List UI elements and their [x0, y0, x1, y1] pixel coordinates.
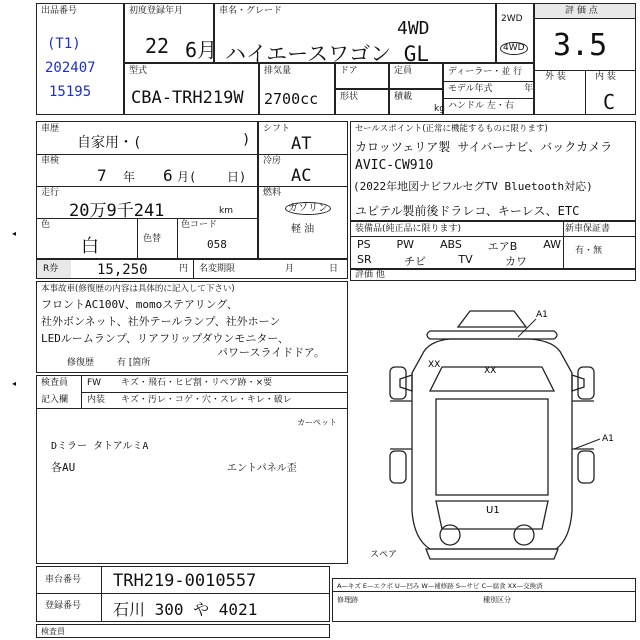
damage-a1-right: A1: [602, 434, 614, 444]
first-reg-year: 22: [145, 34, 170, 58]
fuel-label: 燃料: [263, 188, 282, 198]
damage-a1-right-pointer: [574, 439, 600, 449]
lot-number: 15195: [49, 84, 92, 100]
interior-check-label: 内装: [87, 395, 106, 405]
rear-left-wheel-icon: [390, 451, 406, 483]
spare-tire-icon: [440, 525, 460, 545]
lot-prefix: (T1): [47, 36, 81, 52]
expiry-day: 日: [329, 264, 339, 274]
hood-outline: [458, 311, 526, 327]
equipment-item-row2-2: TV: [458, 253, 473, 266]
warranty-value: 有・無: [575, 246, 603, 256]
sales-line-3: (2022年地図ナビフルセグTV Bluetooth対応): [353, 180, 593, 193]
lot-date: 202407: [45, 60, 96, 76]
sales-line-4: ユピテル製前後ドラレコ、キーレス、ETC: [355, 204, 580, 218]
capacity-cell: [389, 63, 443, 89]
recycle-row: [36, 259, 348, 279]
damage-a1-top: A1: [536, 310, 548, 320]
sales-points-box: [350, 121, 636, 221]
car-name-label: 車名・グレード: [219, 6, 283, 16]
legend-repair: 修理跡: [337, 596, 358, 604]
car-name-cell: [214, 3, 496, 66]
rear-right-wheel-icon: [578, 451, 594, 483]
drive-cell: [496, 3, 534, 63]
car-diagram-area: [350, 281, 636, 571]
score-value: 3.5: [553, 28, 608, 63]
lot-label: 出品番号: [41, 6, 78, 16]
margin-arrow-lower: ◂: [12, 379, 17, 388]
legend-text: A—キズ E—エクボ U—凹み W—補修跡 S—サビ C—腐食 XX—交換済: [337, 582, 543, 590]
expiry-label: 名変期限: [199, 264, 236, 274]
shift-label: シフト: [263, 124, 291, 134]
notes-box: [36, 281, 348, 373]
equipment-item-row1-1: PW: [396, 238, 415, 251]
model-year-label: モデル年式: [448, 84, 493, 94]
legend-class: 種別区分: [483, 596, 511, 604]
model-cell: [124, 63, 259, 115]
first-registration-cell: [124, 3, 218, 63]
repair-label: 修復歴: [67, 358, 95, 368]
color-value: 白: [81, 236, 99, 257]
bottom-label: 検査員: [41, 627, 65, 636]
inspection-month: 6: [163, 166, 173, 185]
equipment-row-1: [357, 238, 561, 252]
warranty-label: 新車保証書: [565, 224, 611, 234]
damage-xx-left: XX: [428, 360, 441, 370]
equipment-item-row1-2: ABS: [439, 238, 462, 251]
front-right-wheel-icon: [578, 367, 594, 399]
interior-checks: キズ・汚レ・コゲ・穴・スレ・キレ・破レ: [121, 395, 292, 405]
equipment-box: [350, 221, 636, 269]
load-label: 積載: [394, 92, 413, 102]
sales-title: セールスポイント(正常に機能するものに限ります): [355, 124, 548, 134]
model-label: 型式: [129, 66, 148, 76]
model-value: CBA-TRH219W: [131, 88, 244, 108]
damage-u1: U1: [486, 505, 500, 516]
displacement-value: 2700cc: [264, 90, 319, 108]
handwritten-line-1: Dミラー タトアルミA: [51, 441, 149, 452]
displacement-label: 排気量: [264, 66, 292, 76]
car-name-value: ハイエースワゴン GL: [225, 42, 430, 66]
rear-lamp-icon: [514, 525, 534, 545]
capacity-label: 定員: [394, 66, 413, 76]
inspection-label: 車検: [41, 156, 60, 166]
handwritten-area: [36, 409, 348, 564]
shift-block: [258, 121, 348, 259]
entry-label: 記入欄: [41, 395, 69, 405]
notes-line-1: フロントAC100V、momoステアリング、: [41, 298, 238, 311]
sales-line-1: カロッツェリア製 サイバーナビ、バックカメラ: [355, 140, 613, 154]
equipment-item-row1-4: AW: [543, 238, 561, 251]
notes-title: 本事故車(修復歴の内容は具体的に記入して下さい): [41, 284, 235, 294]
equipment-item-row2-0: SR: [357, 253, 372, 266]
score-cell: [534, 3, 636, 115]
model-year-unit: 年: [524, 84, 534, 94]
history-close: ): [242, 132, 251, 148]
exterior-label: 外 装: [545, 72, 566, 82]
shape-label: 形状: [340, 92, 359, 102]
dealer-cell: [443, 63, 534, 115]
door-label: ドア: [340, 66, 358, 76]
registration-label: 登録番号: [45, 601, 82, 611]
inspection-month-unit: 月(: [177, 170, 197, 184]
sales-line-2: AVIC-CW910: [355, 158, 434, 173]
fuel-gasoline: ガソリン: [285, 202, 331, 215]
interior-label: 内 装: [595, 72, 616, 82]
chassis-box: [36, 566, 330, 622]
spec-block: [36, 121, 258, 259]
damage-a1-top-pointer: [518, 319, 536, 337]
inspection-year: 7: [97, 166, 107, 185]
load-cell: [389, 89, 443, 115]
front-bumper-outline: [427, 331, 557, 339]
color-code-label: 色コード: [181, 220, 218, 230]
recycle-unit: 円: [179, 264, 189, 274]
color-code-value: 058: [207, 238, 227, 251]
bottom-strip: [36, 624, 330, 638]
displacement-cell: [259, 63, 335, 115]
handle-label: ハンドル 左・右: [448, 101, 514, 111]
handwritten-note-top: カーペット: [297, 418, 337, 427]
history-label: 車歴: [41, 124, 60, 134]
score-label: 評 価 点: [565, 6, 598, 16]
color-label: 色: [41, 220, 51, 230]
notes-line-2: 社外ボンネット、社外テールランプ、社外ホーン: [41, 315, 281, 328]
door-cell: [335, 63, 389, 89]
recycle-label: R券: [43, 264, 59, 274]
chassis-value: TRH219-0010557: [113, 571, 257, 591]
roof-outline: [436, 399, 548, 495]
ac-label: 冷房: [263, 156, 282, 166]
shift-value: AT: [291, 134, 312, 154]
spare-label: スペア: [370, 550, 398, 560]
inspection-year-unit: 年: [123, 170, 136, 184]
dealer-label: ディーラー・並 行: [448, 67, 523, 77]
mileage-unit: km: [219, 206, 233, 216]
notes-line-3: LEDルームランプ、リアフリップダウンモニター、: [41, 332, 289, 345]
margin-arrow-upper: ◂: [12, 229, 17, 238]
repair-value: 有 [箇所: [117, 358, 151, 368]
car-diagram: [350, 281, 636, 571]
first-reg-label: 初度登録年月: [129, 6, 184, 16]
expiry-month: 月: [285, 264, 295, 274]
rear-bumper-outline: [426, 549, 558, 559]
recycle-value: 15,250: [97, 262, 148, 278]
first-reg-month: 6月: [185, 38, 218, 62]
color-swap-label: 色替: [143, 234, 162, 244]
left-side-panel: [390, 401, 412, 449]
history-value: 自家用・(: [77, 135, 142, 151]
exterior-checks: キズ・飛石・ヒビ割・リペア跡・×要: [121, 378, 273, 388]
fw-label: FW: [87, 378, 102, 388]
drive-value: 4WD: [397, 18, 430, 39]
interior-grade: C: [603, 90, 616, 114]
equipment-item-row2-3: カワ: [504, 255, 527, 268]
fuel-diesel: 軽 油: [291, 224, 315, 235]
mileage-label: 走行: [41, 188, 60, 198]
inspection-day-unit: 日): [227, 170, 247, 184]
inspector-label: 検査員: [41, 378, 69, 388]
shape-cell: [335, 89, 389, 115]
damage-xx-right: XX: [484, 366, 497, 376]
equipment-item-row1-3: エアB: [487, 240, 518, 253]
load-unit: kg: [434, 104, 445, 114]
registration-value: 石川 300 や 4021: [113, 600, 258, 619]
right-side-panel: [572, 401, 594, 449]
inspection-entry: [36, 375, 348, 409]
evaluation-label: 評価 他: [355, 270, 385, 280]
drive-4wd: 4WD: [500, 42, 528, 55]
ac-value: AC: [291, 166, 312, 186]
equipment-label: 装備品(純正品に限ります): [355, 224, 462, 234]
handwritten-line-2: 各AU: [51, 461, 76, 474]
handwritten-line-3: エントパネル歪: [227, 463, 297, 474]
notes-line-4: パワースライドドア。: [217, 346, 325, 359]
chassis-label: 車台番号: [45, 575, 82, 585]
equipment-row-2: [357, 253, 527, 267]
lot-number-cell: [36, 3, 124, 115]
legend-box: [332, 578, 636, 622]
mileage-value: 20万9千241: [69, 201, 165, 221]
equipment-item-row1-0: PS: [357, 238, 371, 251]
equipment-item-row2-1: チビ: [404, 255, 426, 268]
evaluation-box: [350, 269, 636, 281]
front-left-wheel-icon: [390, 367, 406, 399]
drive-2wd: 2WD: [501, 14, 523, 24]
